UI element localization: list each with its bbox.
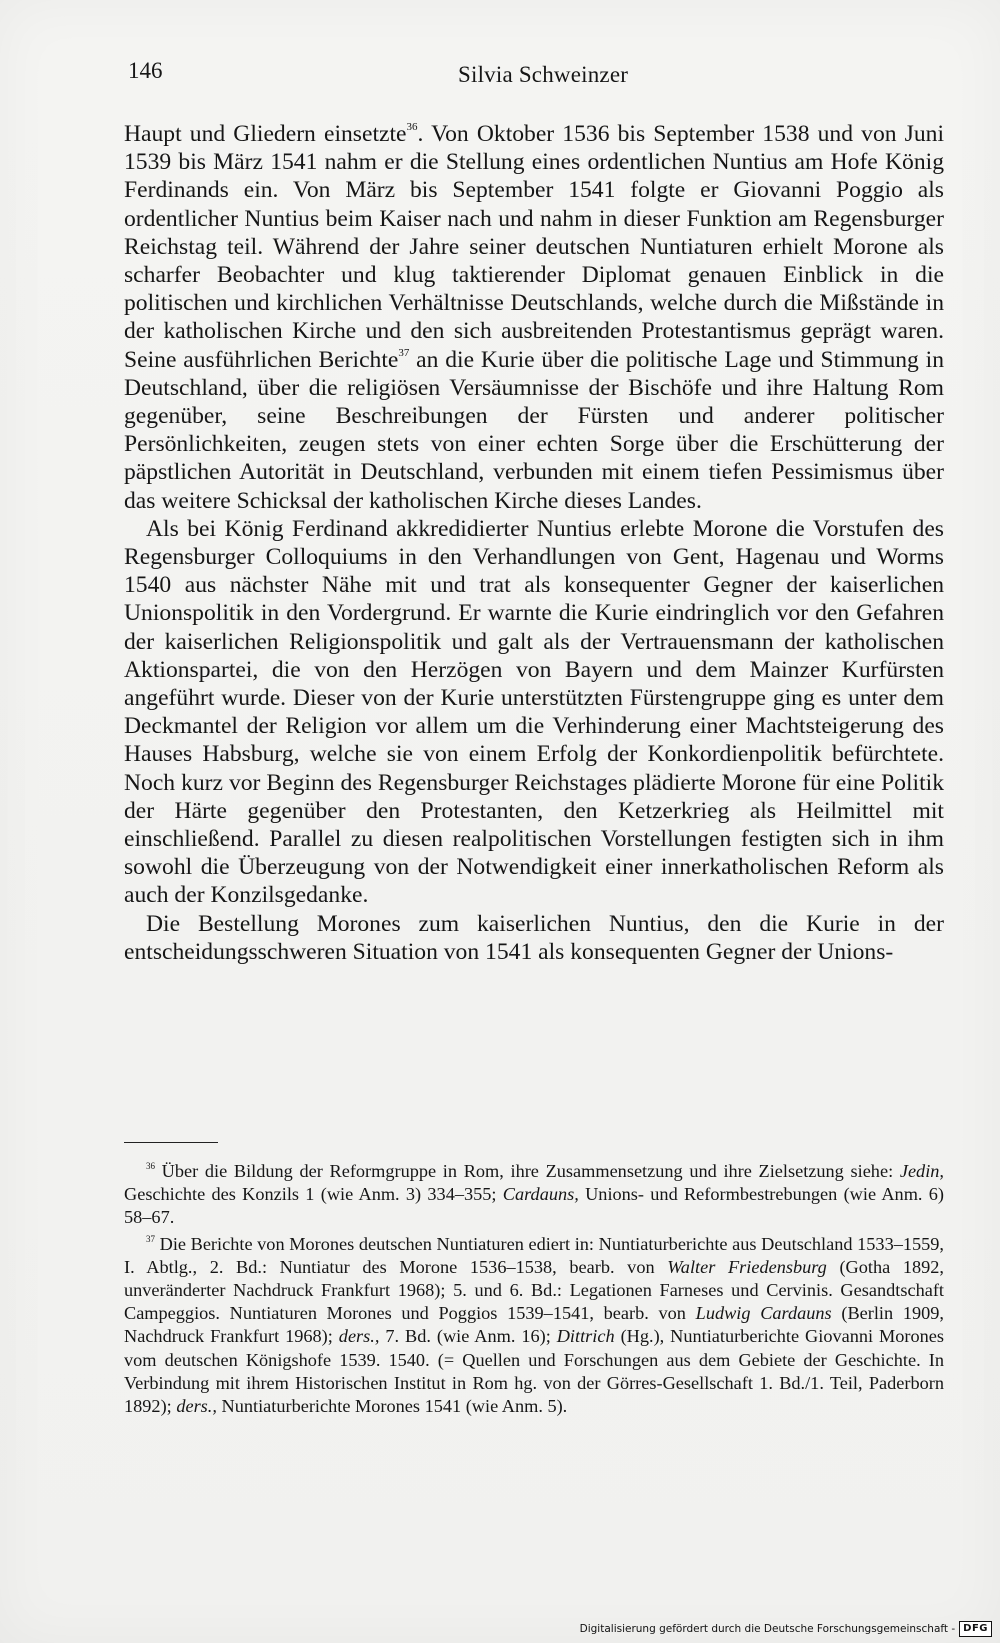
footnote-divider	[124, 1142, 218, 1143]
footnote-37-author-dittrich: Dittrich	[556, 1326, 615, 1347]
body-text	[124, 120, 944, 966]
footnote-ref-37[interactable]: 37	[398, 346, 410, 359]
paragraph-1	[124, 120, 944, 515]
paragraph-2: Als bei König Ferdinand akkredidierter Nuntius erlebte Morone die Vorstufen des Regensburger Colloquiums in den Verhandlungen von Gent, Hagenau und Worms 1540 aus nächster Nähe mit und trat als konsequenter Gegner der kaiserlichen Unionspolitik in den Vordergrund. Er warnte die Kurie eindringlich vor den Gefahren der kaiserlichen Religionspolitik und galt als der Vertrauensmann der katholischen Aktionspartei, die von den Herzögen von Bayern und dem Mainzer Kurfürsten angeführt wurde. Dieser von der Kurie unterstützten Fürstengruppe ging es unter dem Deckmantel der Religion vor allem um die Verhinderung einer Machtsteigerung des Hauses Habsburg, welche sie von einem Erfolg der Konkordienpolitik befürchtete. Noch kurz vor Beginn des Regensburger Reichstages plädierte Morone für eine Politik der Härte gegenüber den Protestanten, den Ketzerkrieg als Heilmittel mit einschließend. Parallel zu diesen realpolitischen Vorstellungen festigten sich in ihm sowohl die Überzeugung von der Notwendigkeit einer innerkatholischen Reform als auch der Konzilsgedanke.	[124, 515, 944, 909]
paragraph-1-text-a: Haupt und Gliedern einsetzte	[124, 121, 407, 147]
paragraph-1-text-c: an die Kurie über die politische Lage und Stimmung in Deutschland, über die religiösen Versäumnisse der Bischöfe und ihre Haltung Rom gegenüber, seine Beschreibungen der Fürsten und anderer politischer Persönlichkeiten, zeugen stets von einer echten Sorge über die Erschütterung der päpstlichen Autorität in Deutschland, verbunden mit einem tiefen Pessimismus über das weitere Schicksal der katholischen Kirche dieses Landes.	[124, 346, 944, 514]
footnotes	[124, 1160, 944, 1418]
digitization-credit	[580, 1621, 992, 1637]
footnote-37-text: Nuntiaturberichte Morones 1541 (wie Anm. 5).	[216, 1396, 568, 1417]
footnote-36-text: Geschichte des Konzils 1 (wie Anm. 3) 334–355;	[124, 1184, 503, 1205]
footnote-37-author-friedensburg: Walter Friedensburg	[667, 1256, 827, 1277]
footnote-36	[124, 1160, 944, 1230]
footnote-number-37: 37	[146, 1233, 155, 1244]
footnote-36-text: Über die Bildung der Reformgruppe in Rom, ihre Zusammensetzung und ihre Zielsetzung siehe:	[155, 1161, 900, 1181]
footnote-36-author-jedin: Jedin,	[899, 1161, 944, 1181]
page-number: 146	[128, 58, 163, 83]
footnote-37-text: (Hg.), Nuntiaturberichte Giovanni Morones vom deutschen Königshofe 1539. 1540. (= Quellen und Forschungen aus dem Gebiete der Geschichte. In Verbindung mit ihrem Historischen Institut in Rom hg. von der Görres-Gesellschaft 1. Bd./1. Teil, Paderborn 1892);	[124, 1326, 945, 1417]
footnote-number-36: 36	[146, 1161, 155, 1171]
footnote-37-ders: ders.,	[338, 1326, 380, 1347]
footnote-37-ders: ders.,	[176, 1396, 217, 1417]
paragraph-1-text-b: . Von Oktober 1536 bis September 1538 und von Juni 1539 bis März 1541 nahm er die Stellung eines ordentlichen Nuntius am Hofe König Ferdinands ein. Von März bis September 1541 folgte er Giovanni Poggio als ordentlicher Nuntius beim Kaiser nach und nahm in dieser Funktion am Regensburger Reichstag teil. Während der Jahre seiner deutschen Nuntiaturen erhielt Morone als scharfer Beobachter und klug taktierender Diplomat genauen Einblick in die politischen und kirchlichen Verhältnisse Deutschlands, welche durch die Mißstände in der katholischen Kirche und den sich ausbreitenden Protestantismus geprägt waren. Seine ausführlichen Berichte	[124, 121, 944, 373]
footnote-36-text: Unions- und Reformbestrebungen (wie Anm. 6) 58–67.	[124, 1184, 944, 1228]
dfg-logo[interactable]: DFG	[959, 1621, 992, 1637]
footnote-ref-36[interactable]: 36	[406, 121, 418, 133]
footnote-36-author-cardauns: Cardauns,	[502, 1184, 579, 1205]
footnote-37-text: (Berlin 1909, Nachdruck Frankfurt 1968);	[124, 1303, 944, 1347]
digitization-credit-text: Digitalisierung gefördert durch die Deutsche Forschungsgemeinschaft -	[579, 1623, 956, 1635]
footnote-37-author-cardauns: Ludwig Cardauns	[695, 1303, 832, 1324]
footnote-37-text: Die Berichte von Morones deutschen Nuntiaturen ediert in: Nuntiaturberichte aus Deutschland 1533–1559, I. Abtlg., 2. Bd.: Nuntiatur des Morone 1536–1538, bearb. von	[124, 1233, 944, 1277]
paragraph-3: Die Bestellung Morones zum kaiserlichen Nuntius, den die Kurie in der entscheidungsschweren Situation von 1541 als konsequenten Gegner der Unions-	[124, 910, 944, 965]
footnote-37-text: 7. Bd. (wie Anm. 16);	[379, 1326, 557, 1347]
running-head: Silvia Schweinzer	[458, 62, 629, 87]
footnote-37	[124, 1233, 944, 1419]
footnote-37-text: (Gotha 1892, unveränderter Nachdruck Frankfurt 1968); 5. und 6. Bd.: Legationen Farneses und Cervinis. Gesandtschaft Campeggios. Nuntiaturen Morones und Poggios 1539–1541, bearb. von	[124, 1256, 944, 1324]
